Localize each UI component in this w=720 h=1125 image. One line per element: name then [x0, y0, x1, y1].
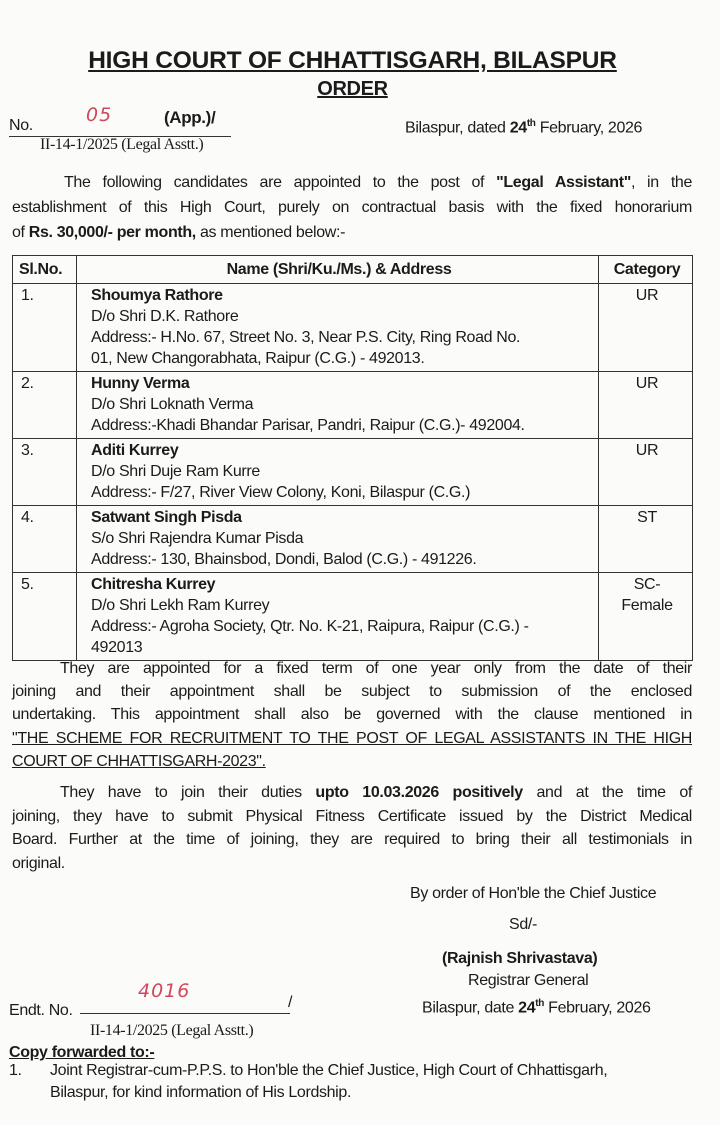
cell-category: [599, 372, 693, 439]
order-number: [9, 117, 33, 135]
copy-item-line: Bilaspur, for kind information of His Lordship.: [50, 1084, 352, 1101]
cell-slno: 2.: [13, 372, 77, 439]
category-text: ST: [637, 509, 657, 526]
candidate-name: Aditi Kurrey: [91, 442, 179, 459]
category-text: Female: [621, 597, 673, 614]
para-line: original.: [12, 855, 65, 872]
para-line: establishment of this High Court, purely on contractual basis with the fixed honorarium: [12, 199, 692, 216]
candidate-name: Satwant Singh Pisda: [91, 509, 242, 526]
date-prefix: Bilaspur, dated: [405, 119, 506, 137]
text: They have to join their duties: [60, 784, 316, 801]
cell-category: [599, 439, 693, 506]
candidate-relation: D/o Shri D.K. Rathore: [91, 308, 239, 325]
cell-name-address: [77, 284, 599, 372]
candidate-relation: S/o Shri Rajendra Kumar Pisda: [91, 530, 304, 547]
col-header-slno: Sl.No.: [13, 256, 77, 284]
cell-category: [599, 506, 693, 573]
date-day: 24: [509, 119, 527, 137]
candidate-relation: D/o Shri Duje Ram Kurre: [91, 463, 260, 480]
scheme-name: COURT OF CHHATTISGARH-2023".: [12, 753, 266, 770]
endt-line: [80, 1013, 290, 1014]
candidates-table: [12, 255, 693, 661]
candidate-name: Shoumya Rathore: [91, 287, 223, 304]
candidate-relation: D/o Shri Loknath Verma: [91, 396, 254, 413]
table-row: [13, 439, 693, 506]
honorarium: Rs. 30,000/- per month,: [28, 224, 196, 241]
date-rest: February, 2026: [548, 999, 651, 1017]
para-line: joining, they have to submit Physical Fitness Certificate issued by the District Medical: [12, 808, 692, 825]
date-day: 24: [518, 999, 536, 1017]
category-text: UR: [635, 287, 659, 304]
order-date: [405, 118, 642, 137]
para-line: [60, 784, 692, 802]
table-row: [13, 506, 693, 573]
candidate-address: Address:- 130, Bhainsbod, Dondi, Balod (C.G.) - 491226.: [91, 551, 477, 568]
copy-item-line: Joint Registrar-cum-P.P.S. to Hon'ble the Chief Justice, High Court of Chhattisgarh,: [50, 1062, 608, 1079]
candidate-relation: D/o Shri Lekh Ram Kurrey: [91, 597, 270, 614]
endorsement-date: [422, 998, 651, 1017]
candidate-name: Chitresha Kurrey: [91, 576, 216, 593]
para-line: undertaking. This appointment shall also be governed with the clause mentioned in: [12, 706, 692, 723]
copy-item-number: 1.: [9, 1062, 22, 1079]
candidate-address: 01, New Changorabhata, Raipur (C.G.) - 492013.: [91, 350, 425, 367]
cell-slno: 4.: [13, 506, 77, 573]
endt-file-number: II-14-1/2025 (Legal Asstt.): [90, 1022, 254, 1039]
text: , in the: [630, 174, 693, 191]
para-line: [64, 174, 692, 192]
candidate-address: Address:- Agroha Society, Qtr. No. K-21, Raipura, Raipur (C.G.) -: [91, 618, 529, 635]
cell-slno: 5.: [13, 573, 77, 661]
text: of: [12, 224, 29, 241]
para-line: [12, 224, 692, 242]
cell-slno: 1.: [13, 284, 77, 372]
candidate-name: Hunny Verma: [91, 375, 190, 392]
table-row: [13, 573, 693, 661]
document-title: HIGH COURT OF CHHATTISGARH, BILASPUR: [88, 47, 617, 74]
signatory-designation: Registrar General: [468, 972, 589, 989]
category-text: UR: [635, 375, 659, 392]
signatory-name: (Rajnish Shrivastava): [442, 950, 598, 967]
category-text: SC-: [633, 576, 661, 593]
handwritten-endt-number: 4016: [138, 980, 191, 1002]
cell-name-address: [77, 506, 599, 573]
candidate-address: Address:- F/27, River View Colony, Koni, Bilaspur (C.G.): [91, 484, 471, 501]
text: and at the time of: [522, 784, 692, 801]
text: The following candidates are appointed to the post of: [64, 174, 497, 191]
cell-name-address: [77, 439, 599, 506]
candidate-address: Address:-Khadi Bhandar Parisar, Pandri, Raipur (C.G.)- 492004.: [91, 417, 525, 434]
para-line: joining and their appointment shall be subject to submission of the enclosed: [12, 683, 692, 700]
cell-name-address: [77, 372, 599, 439]
no-label: No.: [9, 117, 33, 134]
endt-label: Endt. No.: [9, 1002, 73, 1019]
endt-slash: /: [288, 994, 293, 1011]
scheme-name: "THE SCHEME FOR RECRUITMENT TO THE POST OF LEGAL ASSISTANTS IN THE HIGH: [12, 730, 692, 747]
candidate-address: 492013: [91, 639, 143, 656]
date-sup: th: [535, 998, 545, 1009]
app-label: (App.)/: [164, 108, 216, 127]
category-text: UR: [635, 442, 659, 459]
candidate-address: Address:- H.No. 67, Street No. 3, Near P.S. City, Ring Road No.: [91, 329, 521, 346]
cell-slno: 3.: [13, 439, 77, 506]
date-rest: February, 2026: [539, 119, 643, 137]
document-subtitle: ORDER: [317, 78, 388, 100]
file-number: II-14-1/2025 (Legal Asstt.): [40, 136, 204, 153]
cell-category: [599, 573, 693, 661]
cell-name-address: [77, 573, 599, 661]
para-line: They are appointed for a fixed term of one year only from the date of their: [60, 660, 692, 677]
para-line: Board. Further at the time of joining, they are required to bring their all testimonials in: [12, 831, 692, 848]
post-name: "Legal Assistant": [496, 174, 631, 191]
signed: Sd/-: [509, 916, 537, 933]
handwritten-order-number: 05: [86, 104, 113, 126]
text: as mentioned below:-: [195, 224, 346, 241]
date-prefix: Bilaspur, date: [422, 999, 515, 1017]
col-header-category: Category: [599, 256, 693, 284]
date-sup: th: [526, 118, 536, 129]
col-header-name: Name (Shri/Ku./Ms.) & Address: [77, 256, 599, 284]
deadline: upto 10.03.2026 positively: [315, 784, 523, 801]
cell-category: [599, 284, 693, 372]
by-order: By order of Hon'ble the Chief Justice: [410, 885, 657, 902]
table-row: [13, 284, 693, 372]
table-row: [13, 372, 693, 439]
copy-heading: Copy forwarded to:-: [9, 1044, 155, 1061]
